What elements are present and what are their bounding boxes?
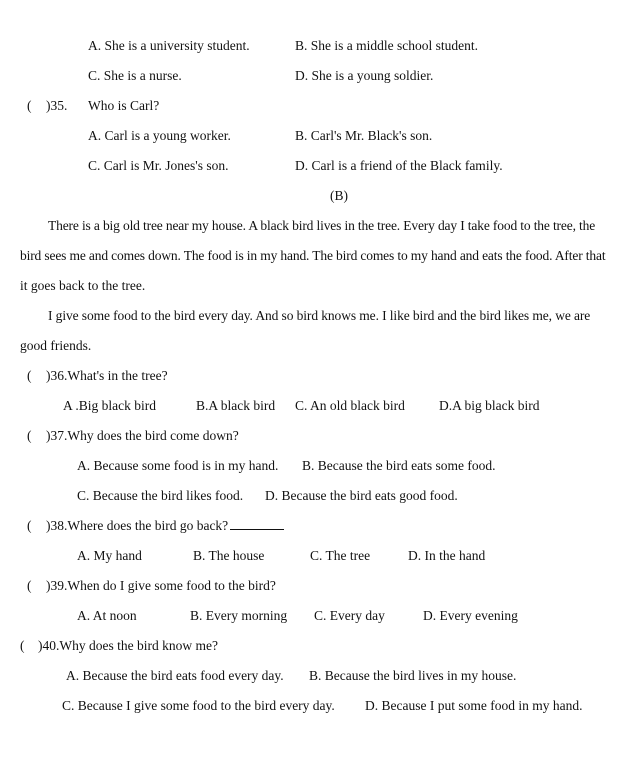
passage-p2-line1: I give some food to the bird every day. And so bird knows me. I like bird and the bird likes me, we are [48,308,591,323]
q36-stem: )36.What's in the tree? [46,368,168,383]
q35-option-c: C. Carl is Mr. Jones's son. [88,158,229,173]
q35-number: )35. [46,98,68,113]
q35-option-b: B. Carl's Mr. Black's son. [295,128,433,143]
q36-option-a: A .Big black bird [63,398,156,413]
q37-option-a: A. Because some food is in my hand. [77,458,279,473]
q38-option-c: C. The tree [310,548,371,563]
passage-p1-line3: it goes back to the tree. [20,278,146,293]
q40-answer-paren: ( [20,638,25,653]
q38-answer-blank [230,517,284,530]
q36-option-c: C. An old black bird [295,398,405,413]
q34-option-c: C. She is a nurse. [88,68,182,83]
q38-stem-line [46,517,284,535]
q40-option-a: A. Because the bird eats food every day. [66,668,284,683]
q35-option-d: D. Carl is a friend of the Black family. [295,158,503,173]
q38-answer-paren: ( [27,518,32,533]
q38-option-d: D. In the hand [408,548,486,563]
q39-option-d: D. Every evening [423,608,518,623]
q35-stem: Who is Carl? [88,98,160,113]
passage-p1-line1: There is a big old tree near my house. A black bird lives in the tree. Every day I take food to the tree, the [48,218,596,233]
passage-p1-line2: bird sees me and comes down. The food is in my hand. The bird comes to my hand and eats the food. After that [20,248,606,263]
q37-stem: )37.Why does the bird come down? [46,428,239,443]
q37-option-c: C. Because the bird likes food. [77,488,244,503]
q35-option-a: A. Carl is a young worker. [88,128,231,143]
q38-option-b: B. The house [193,548,265,563]
q40-option-b: B. Because the bird lives in my house. [309,668,517,683]
q39-option-c: C. Every day [314,608,385,623]
q37-answer-paren: ( [27,428,32,443]
q39-answer-paren: ( [27,578,32,593]
q38-stem: )38.Where does the bird go back? [46,518,229,533]
q36-option-b: B.A black bird [196,398,276,413]
q34-option-a: A. She is a university student. [88,38,250,53]
section-b-heading: (B) [330,188,348,203]
q37-option-b: B. Because the bird eats some food. [302,458,496,473]
q35-answer-paren: ( [27,98,32,113]
q34-option-b: B. She is a middle school student. [295,38,478,53]
q40-stem: )40.Why does the bird know me? [38,638,218,653]
passage-p2-line2: good friends. [20,338,92,353]
q39-option-a: A. At noon [77,608,137,623]
q36-answer-paren: ( [27,368,32,383]
q34-option-d: D. She is a young soldier. [295,68,434,83]
q36-option-d: D.A big black bird [439,398,540,413]
q40-option-c: C. Because I give some food to the bird every day. [62,698,335,713]
q38-option-a: A. My hand [77,548,142,563]
q40-option-d: D. Because I put some food in my hand. [365,698,583,713]
q37-option-d: D. Because the bird eats good food. [265,488,458,503]
q39-stem: )39.When do I give some food to the bird? [46,578,276,593]
q39-option-b: B. Every morning [190,608,288,623]
